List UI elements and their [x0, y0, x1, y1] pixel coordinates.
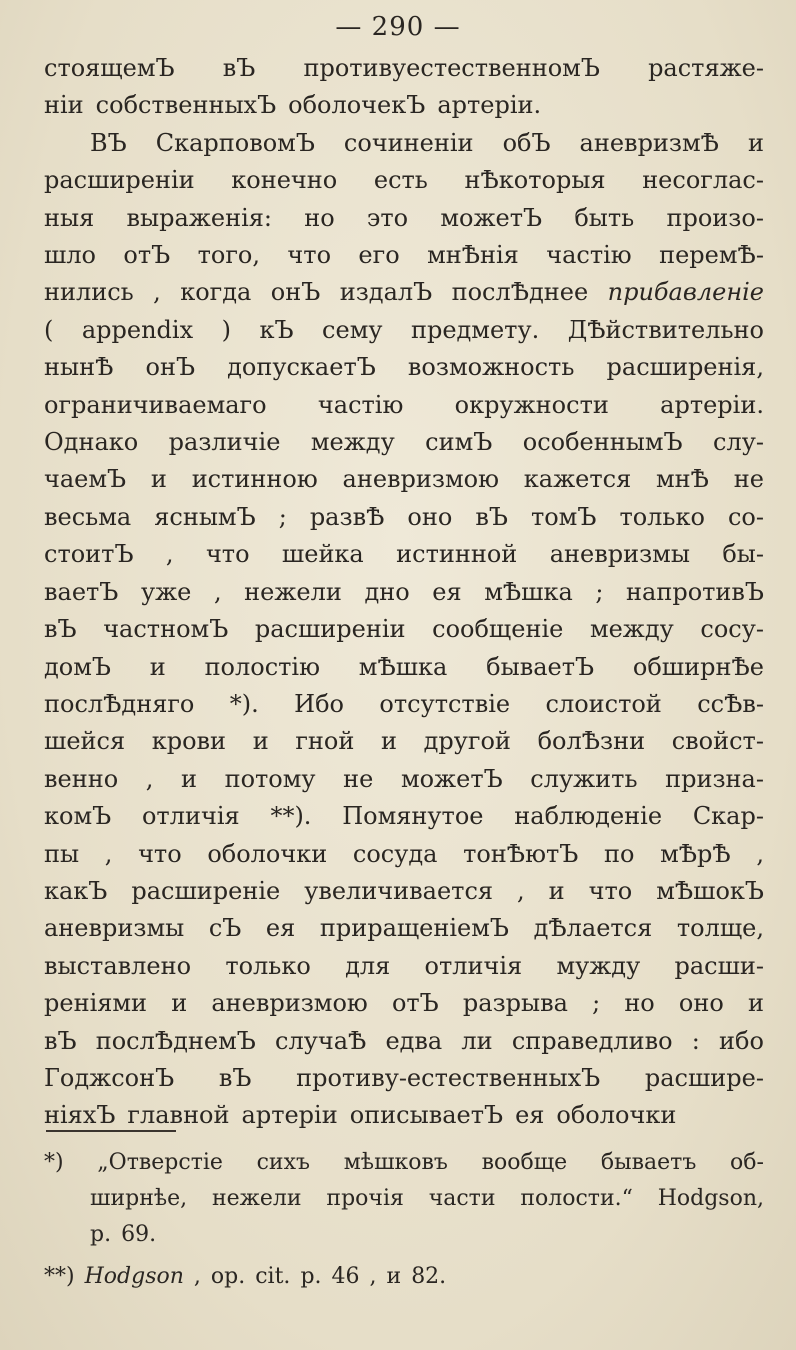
paragraph-1	[44, 50, 764, 125]
footnote-2	[44, 1259, 764, 1295]
paragraph-2	[44, 125, 764, 1135]
text-line: аневризмы сЪ ея приращеніемЪ дѢлается толще,	[44, 914, 764, 943]
footnote-line: **) Hodgson , op. cit. p. 46 , и 82.	[44, 1264, 447, 1289]
text-line: расширеніи конечно есть нѢкоторыя несоглас-	[44, 166, 764, 195]
text-line: шло отЪ того, что его мнѢнія частію перемѢ-	[44, 241, 764, 270]
text-line: нынѢ онЪ допускаетЪ возможность расширенія,	[44, 353, 764, 382]
text-line: ( appendix ) кЪ сему предмету. ДѢйствительно	[44, 315, 764, 344]
text-line: какЪ расширеніе увеличивается , и что мѢшокЪ	[44, 876, 764, 905]
text-line: ніи собственныхЪ оболочекЪ артеріи.	[44, 91, 542, 120]
text-line: весьма яснымЪ ; развѢ оно вЪ томЪ только со-	[44, 502, 764, 531]
text-line: нились , когда онЪ издалЪ послѢднее прибавленіе	[44, 278, 764, 307]
text-line: ГоджсонЪ вЪ противу-естественныхЪ расшире-	[44, 1063, 764, 1092]
footnote-line: ширнѣе, нежели прочія части полости.“ Hodgson,	[90, 1186, 764, 1211]
text-line: стоитЪ , что шейка истинной аневризмы бы-	[44, 540, 764, 569]
text-line: Однако различіе между симЪ особеннымЪ слу-	[44, 428, 764, 457]
text-line: ваетЪ уже , нежели дно ея мѢшка ; напротивЪ	[44, 577, 764, 606]
text-line: вЪ частномЪ расширеніи сообщеніе между сосу-	[44, 615, 764, 644]
text-line: послѢдняго *). Ибо отсутствіе слоистой ссѢв-	[44, 689, 764, 718]
text-line: выставлено только для отличія мужду расши-	[44, 951, 764, 980]
text-line: ВЪ СкарповомЪ сочиненіи обЪ аневризмѢ и	[90, 128, 764, 157]
text-line: комЪ отличія **). Помянутое наблюденіе Скар-	[44, 802, 764, 831]
text-line: вЪ послѢднемЪ случаѢ едва ли справедливо : ибо	[44, 1026, 764, 1055]
footnote-divider	[46, 1130, 176, 1132]
text-line: пы , что оболочки сосуда тонѢютЪ по мѢрѢ ,	[44, 839, 764, 868]
text-line: шейся крови и гной и другой болѢзни свойст-	[44, 727, 764, 756]
text-line: венно , и потому не можетЪ служить призна-	[44, 764, 764, 793]
page-number: — 290 —	[335, 12, 461, 42]
text-line: домЪ и полостію мѢшка бываетЪ обширнѢе	[44, 652, 764, 681]
text-line: ніяхЪ главной артеріи описываетЪ ея оболочки	[44, 1101, 677, 1130]
text-line: ныя выраженія: но это можетЪ быть произо-	[44, 203, 764, 232]
footnote-1	[44, 1145, 764, 1253]
body-text	[44, 50, 764, 1135]
footnote-line: *) „Отверстіе сихъ мѣшковъ вообще бываетъ об-	[44, 1150, 764, 1175]
footnotes	[44, 1145, 764, 1295]
text-line: реніями и аневризмою отЪ разрыва ; но оно и	[44, 989, 764, 1018]
text-line: ограничиваемаго частію окружности артеріи.	[44, 390, 764, 419]
text-line: стоящемЪ вЪ противуестественномЪ растяже-	[44, 54, 764, 82]
text-line: чаемЪ и истинною аневризмою кажется мнѢ не	[44, 465, 764, 494]
footnote-line: p. 69.	[90, 1222, 157, 1247]
